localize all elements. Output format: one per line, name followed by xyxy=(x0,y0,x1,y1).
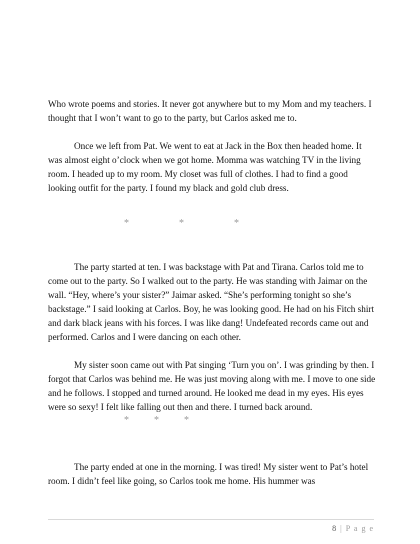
footer-separator: | xyxy=(340,524,342,533)
section-separator: * * * xyxy=(124,218,239,229)
footer-divider xyxy=(48,519,374,520)
page-label: P a g e xyxy=(345,524,374,533)
paragraph-1: Who wrote poems and stories. It never got anywhere but to my Mom and my teachers. I thought that I won’t want to go to the party, but Carlos asked me to. xyxy=(48,99,372,123)
page-number: 8 xyxy=(332,524,337,533)
paragraph-5: The party ended at one in the morning. I was tired! My sister went to Pat’s hotel room. I didn’t feel like going, so Carlos took me home. His hummer was xyxy=(48,462,369,486)
paragraph-2: Once we left from Pat. We went to eat at Jack in the Box then headed home. It was almost eight o’clock when we got home. Momma was watching TV in the living room. I headed up to my room. My closet was full of clothes. I had to find a good looking outfit for the party. I found my black and gold club dress. xyxy=(48,141,362,193)
page-footer xyxy=(332,524,374,533)
paragraph-4: My sister soon came out with Pat singing ‘Turn you on’. I was grinding by then. I forgot that Carlos was behind me. He was just moving along with me. I move to one side and he follows. I stopped and turned around. He looked me dead in my eyes. His eyes were so sexy! I felt like falling out then and there. I turned back around. xyxy=(48,360,376,412)
section-separator: * * * xyxy=(124,415,189,426)
paragraph-3: The party started at ten. I was backstage with Pat and Tirana. Carlos told me to come out to the party. So I walked out to the party. He was standing with Jaimar on the wall. “Hey, where’s your sister?” Jaimar asked. “She’s performing tonight so she’s backstage.” I said looking at Carlos. Boy, he was looking good. He had on his Fitch shirt and dark black jeans with his forces. I was like dang! Undefeated records came out and performed. Carlos and I were dancing on each other. xyxy=(48,262,375,342)
